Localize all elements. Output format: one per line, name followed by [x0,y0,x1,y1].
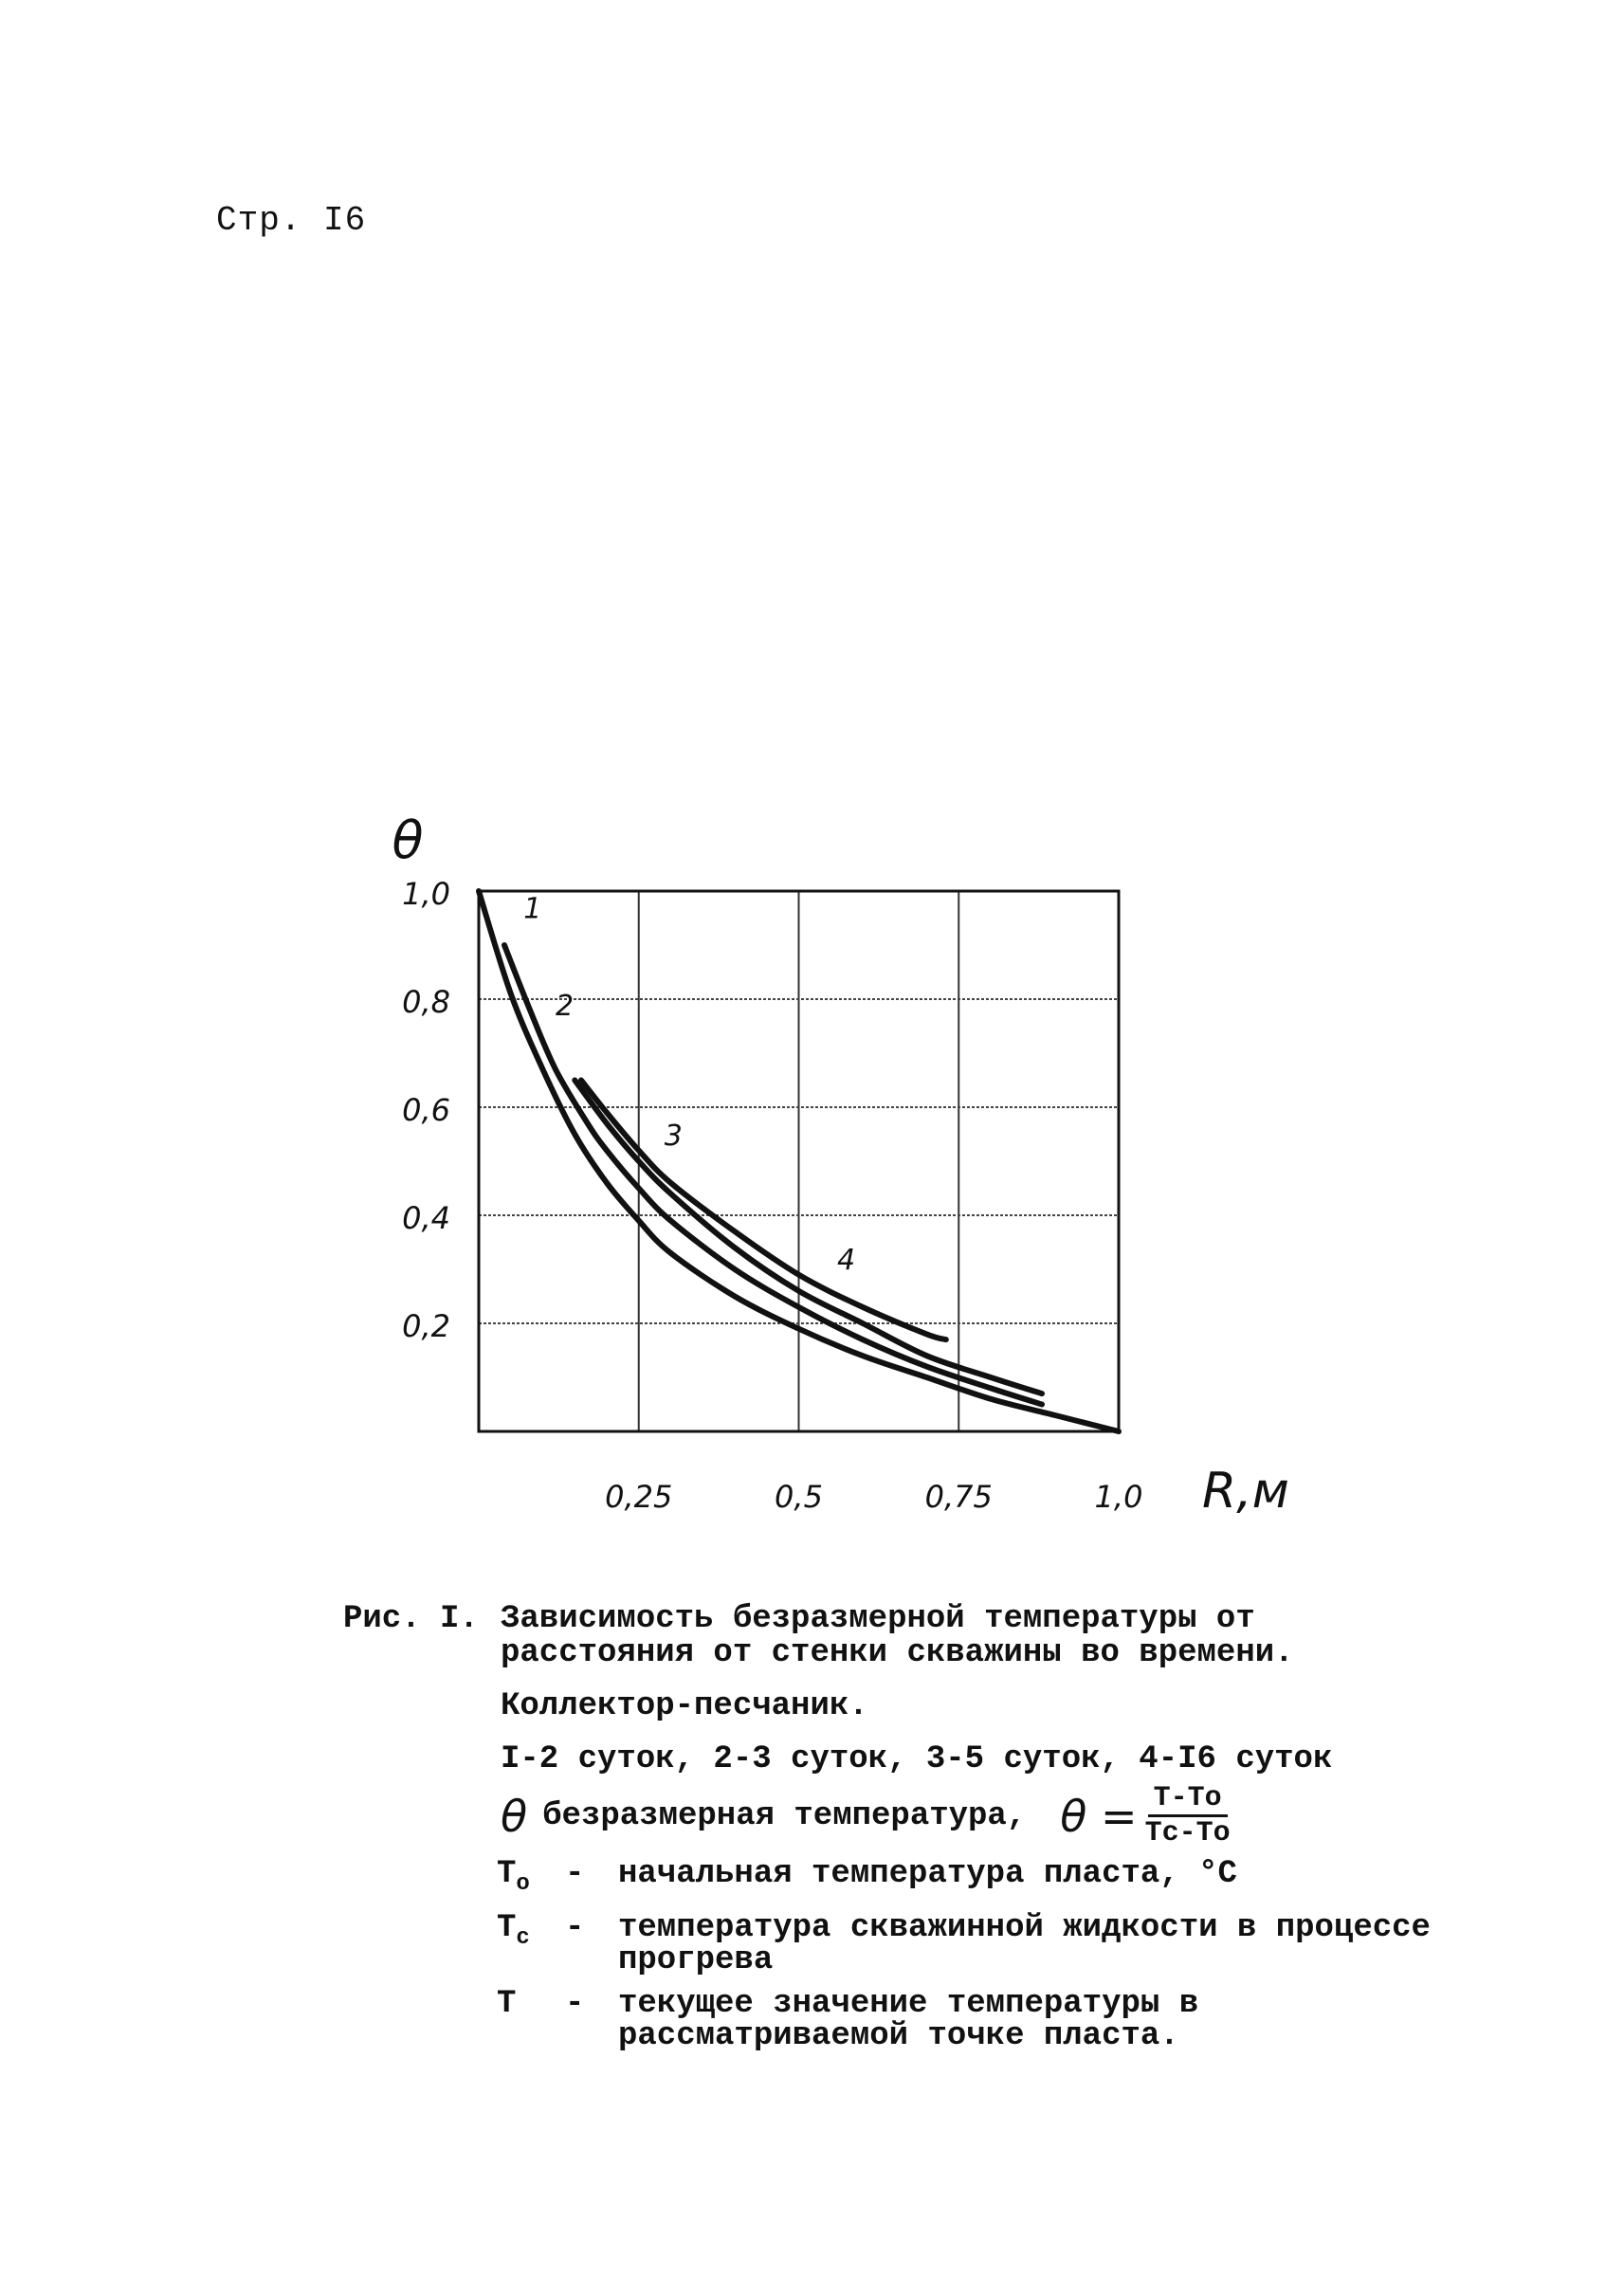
y-tick-label: 1,0 [402,876,450,912]
series-label-3: 3 [664,1119,683,1153]
x-tick-label: 0,75 [924,1479,993,1515]
theta-equation-symbol: θ = [1060,1790,1138,1842]
series-label-4: 4 [837,1244,856,1277]
y-tick-label: 0,8 [402,984,450,1020]
definition-row [497,1985,1445,2054]
theta-symbol: θ [501,1790,528,1842]
definition-dash: - [565,1909,585,1946]
chart-labels [392,811,1288,1520]
caption-legend: I-2 суток, 2-3 суток, 3-5 суток, 4-I6 суток [501,1741,1333,1777]
definition-symbol: $T_c$ [497,1909,530,1951]
y-tick-label: 0,6 [402,1092,450,1128]
definition-text: температура скважинной жидкости в процессе прогрева [618,1909,1431,1978]
y-tick-label: 0,4 [402,1200,450,1236]
definition-row [497,1909,1445,1978]
x-tick-label: 0,5 [775,1479,823,1515]
series-line-3 [575,1081,1042,1394]
definition-symbol: T [497,1985,517,2022]
series-line-4 [581,1081,946,1340]
caption-collector: Коллектор-песчаник. [501,1688,868,1724]
chart-grid [479,891,1119,1431]
series-label-2: 2 [556,990,575,1024]
page-number: Стр. I6 [216,201,367,240]
x-tick-label: 1,0 [1094,1479,1143,1515]
caption-title-line1: Зависимость безразмерной температуры от [501,1601,1255,1637]
theta-description: безразмерная температура, [542,1797,1027,1834]
figure-label: Рис. I. [343,1601,479,1637]
series-line-2 [504,945,1042,1405]
definition-dash: - [565,1985,585,2022]
theta-formula [1145,1782,1231,1849]
y-axis-label: θ [392,811,424,870]
caption-title-line2: расстояния от стенки скважины во времени. [501,1635,1294,1671]
series-label-1: 1 [523,892,542,926]
y-tick-label: 0,2 [402,1308,450,1344]
definition-text: текущее значение температуры в рассматриваемой точке пласта. [618,1985,1199,2054]
formula-numerator: T-To [1148,1782,1228,1817]
definition-row [497,1858,1445,1901]
formula-denominator: Tc-To [1144,1817,1231,1849]
x-axis-label: R,м [1202,1463,1289,1520]
definition-text: начальная температура пласта, °C [618,1856,1237,1892]
theta-definition [501,1782,1231,1849]
x-tick-label: 0,25 [605,1479,673,1515]
definitions-list [497,1858,1445,2064]
definition-dash: - [565,1856,585,1892]
definition-symbol: $T_o$ [497,1856,530,1897]
